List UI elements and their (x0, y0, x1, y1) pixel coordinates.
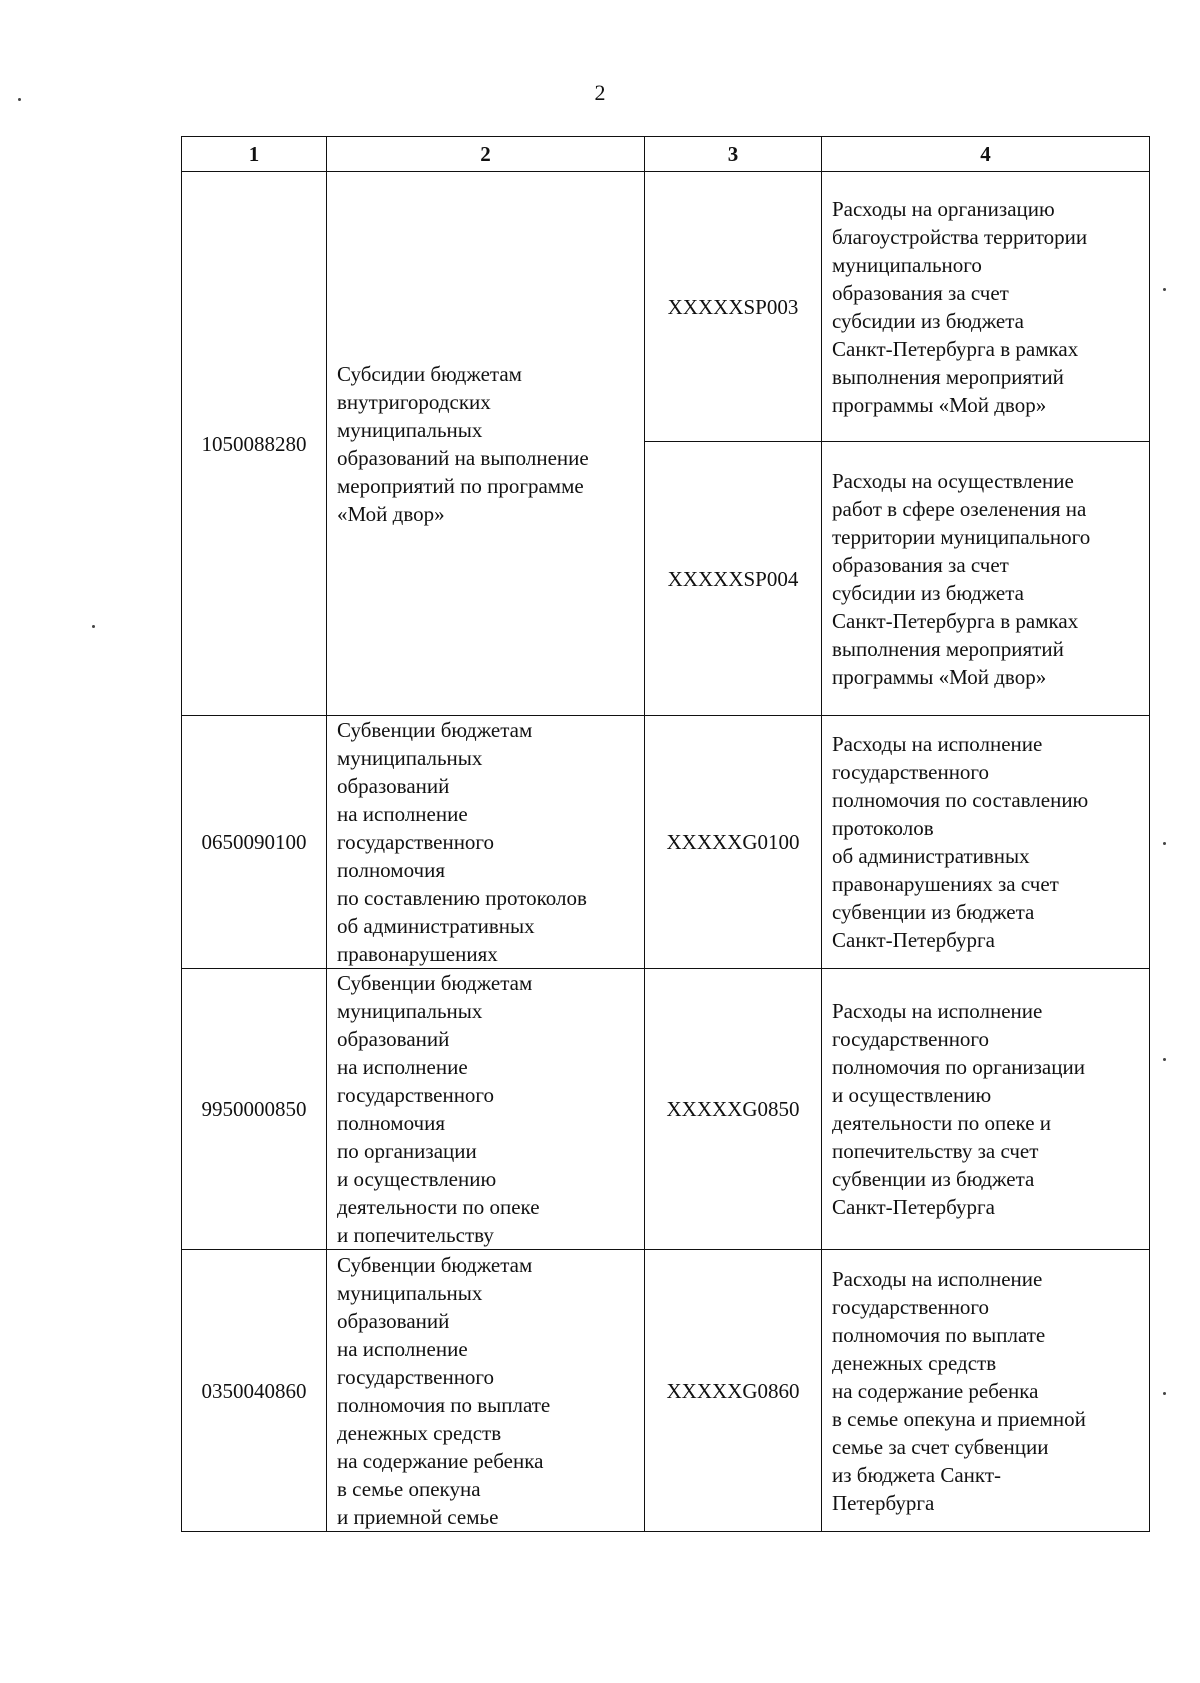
expense-description-cell: Расходы на организацию благоустройства территории муниципального образования за счет субсидии из бюджета Санкт-Петербурга в рамках выполнения мероприятий программы «Мой двор» (822, 172, 1150, 442)
scan-speck (18, 98, 21, 101)
expense-description-cell: Расходы на осуществление работ в сфере озеленения на территории муниципального образования за счет субсидии из бюджета Санкт-Петербурга в рамках выполнения мероприятий программы «Мой двор» (822, 442, 1150, 716)
scan-speck (92, 625, 95, 628)
target-name-cell: Субвенции бюджетам муниципальных образований на исполнение государственного полномочия по организации и осуществлению деятельности по опеке и попечительству (327, 969, 645, 1250)
table-row (182, 969, 1150, 1250)
expense-description-cell: Расходы на исполнение государственного полномочия по выплате денежных средств на содержание ребенка в семье опекуна и приемной семье за счет субвенции из бюджета Санкт- Петербурга (822, 1250, 1150, 1532)
page-number: 2 (594, 80, 606, 105)
column-header: 3 (645, 137, 822, 172)
sub-code-cell: XXXXXG0850 (645, 969, 822, 1250)
sub-code-cell: XXXXXG0860 (645, 1250, 822, 1532)
scan-speck (1163, 842, 1166, 845)
scan-speck (1163, 288, 1166, 291)
column-header: 2 (327, 137, 645, 172)
target-code-cell: 9950000850 (182, 969, 327, 1250)
table-row (182, 1250, 1150, 1532)
budget-codes-table (181, 136, 1150, 1532)
expense-description-cell: Расходы на исполнение государственного полномочия по организации и осуществлению деятельности по опеке и попечительству за счет субвенции из бюджета Санкт-Петербурга (822, 969, 1150, 1250)
table-row (182, 172, 1150, 442)
target-name-cell: Субвенции бюджетам муниципальных образований на исполнение государственного полномочия по составлению протоколов об административных правонарушениях (327, 716, 645, 969)
target-code-cell: 1050088280 (182, 172, 327, 716)
target-code-cell: 0350040860 (182, 1250, 327, 1532)
sub-code-cell: XXXXXSP004 (645, 442, 822, 716)
target-name-cell: Субсидии бюджетам внутригородских муниципальных образований на выполнение мероприятий по программе «Мой двор» (327, 172, 645, 716)
scan-speck (1163, 1392, 1166, 1395)
expense-description-cell: Расходы на исполнение государственного полномочия по составлению протоколов об административных правонарушениях за счет субвенции из бюджета Санкт-Петербурга (822, 716, 1150, 969)
scan-speck (1163, 1058, 1166, 1061)
target-name-cell: Субвенции бюджетам муниципальных образований на исполнение государственного полномочия по выплате денежных средств на содержание ребенка в семье опекуна и приемной семье (327, 1250, 645, 1532)
table-row (182, 716, 1150, 969)
target-code-cell: 0650090100 (182, 716, 327, 969)
sub-code-cell: XXXXXG0100 (645, 716, 822, 969)
sub-code-cell: XXXXXSP003 (645, 172, 822, 442)
table-header-row (182, 137, 1150, 172)
column-header: 1 (182, 137, 327, 172)
column-header: 4 (822, 137, 1150, 172)
